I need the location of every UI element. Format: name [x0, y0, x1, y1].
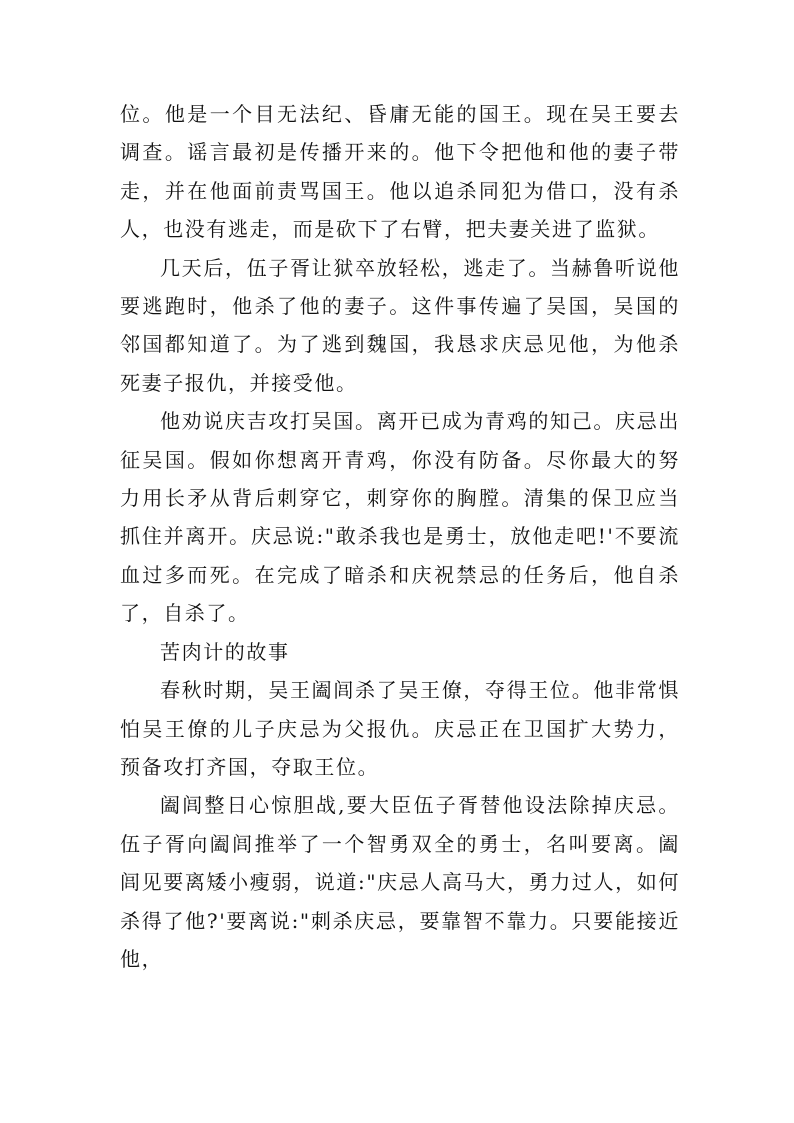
paragraph-2: 几天后，伍子胥让狱卒放轻松，逃走了。当赫鲁听说他要逃跑时，他杀了他的妻子。这件事传遍了吴国，吴国的邻国都知道了。为了逃到魏国，我恳求庆忌见他，为他杀死妻子报仇，并接受他。: [120, 255, 680, 395]
document-body: [120, 95, 680, 978]
paragraph-5: 阖闾整日心惊胆战,要大臣伍子胥替他设法除掉庆忌。伍子胥向阖闾推举了一个智勇双全的勇士，名叫要离。阖闾见要离矮小瘦弱，说道:"庆忌人高马大，勇力过人，如何杀得了他?'要离说:"刺杀庆忌，要靠智不靠力。只要能接近他，: [120, 793, 680, 971]
section-heading: 苦肉计的故事: [160, 639, 290, 664]
paragraph-4: 春秋时期，吴王阖闾杀了吴王僚，夺得王位。他非常惧怕吴王僚的儿子庆忌为父报仇。庆忌正在卫国扩大势力，预备攻打齐国，夺取王位。: [120, 678, 680, 779]
paragraph-3: 他劝说庆吉攻打吴国。离开已成为青鸡的知己。庆忌出征吴国。假如你想离开青鸡，你没有防备。尽你最大的努力用长矛从背后刺穿它，刺穿你的胸膛。清集的保卫应当抓住并离开。庆忌说:"敢杀我也是勇士，放他走吧!'不要流血过多而死。在完成了暗杀和庆祝禁忌的任务后，他自杀了，自杀了。: [120, 409, 680, 626]
paragraph-1: 位。他是一个目无法纪、昏庸无能的国王。现在吴王要去调查。谣言最初是传播开来的。他下令把他和他的妻子带走，并在他面前责骂国王。他以追杀同犯为借口，没有杀人，也没有逃走，而是砍下了右臂，把夫妻关进了监狱。: [120, 102, 680, 242]
